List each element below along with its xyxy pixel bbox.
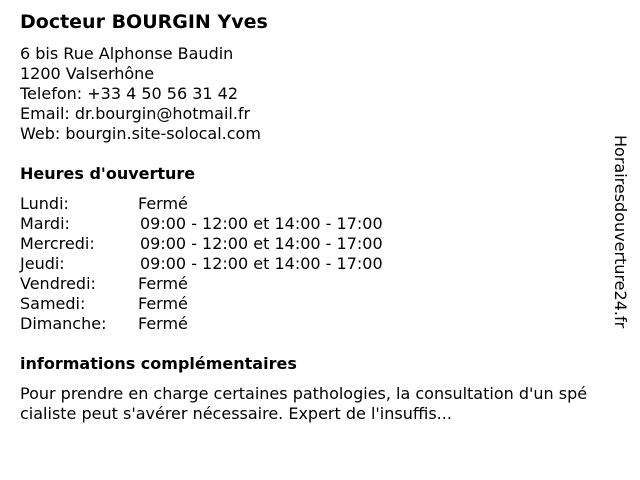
address-street: 6 bis Rue Alphonse Baudin <box>20 44 234 63</box>
hours-day: Dimanche: <box>20 314 107 333</box>
contact-block <box>20 44 595 144</box>
hours-value: Fermé <box>138 194 188 213</box>
opening-hours-heading: Heures d'ouverture <box>20 164 196 183</box>
hours-day: Mercredi: <box>20 234 95 253</box>
hours-value: 09:00 - 12:00 et 14:00 - 17:00 <box>140 254 383 273</box>
hours-day: Samedi: <box>20 294 86 313</box>
hours-row-tuesday <box>20 214 595 234</box>
hours-value: 09:00 - 12:00 et 14:00 - 17:00 <box>140 214 383 233</box>
hours-row-thursday <box>20 254 595 274</box>
additional-info-text: Pour prendre en charge certaines pathologies, la consultation d'un spécialiste peut s'avérer nécessaire. Expert de l'insuffis... <box>20 384 588 423</box>
business-title: Docteur BOURGIN Yves <box>20 11 268 33</box>
hours-value: 09:00 - 12:00 et 14:00 - 17:00 <box>140 234 383 253</box>
hours-day: Mardi: <box>20 214 70 233</box>
hours-day: Jeudi: <box>20 254 65 273</box>
hours-day: Lundi: <box>20 194 69 213</box>
hours-day: Vendredi: <box>20 274 96 293</box>
hours-value: Fermé <box>138 274 188 293</box>
hours-row-saturday <box>20 294 595 314</box>
hours-row-monday <box>20 194 595 214</box>
hours-row-sunday <box>20 314 595 334</box>
phone-line: Telefon: +33 4 50 56 31 42 <box>20 84 239 103</box>
hours-value: Fermé <box>138 294 188 313</box>
business-card <box>20 8 595 424</box>
email-line: Email: dr.bourgin@hotmail.fr <box>20 104 251 123</box>
opening-hours-table <box>20 194 595 334</box>
hours-row-wednesday <box>20 234 595 254</box>
address-city: 1200 Valserhône <box>20 64 155 83</box>
site-brand-vertical: Horairesdouverture24.fr <box>611 135 630 329</box>
hours-value: Fermé <box>138 314 188 333</box>
website-line: Web: bourgin.site-solocal.com <box>20 124 261 143</box>
hours-row-friday <box>20 274 595 294</box>
additional-info-heading: informations complémentaires <box>20 354 297 373</box>
